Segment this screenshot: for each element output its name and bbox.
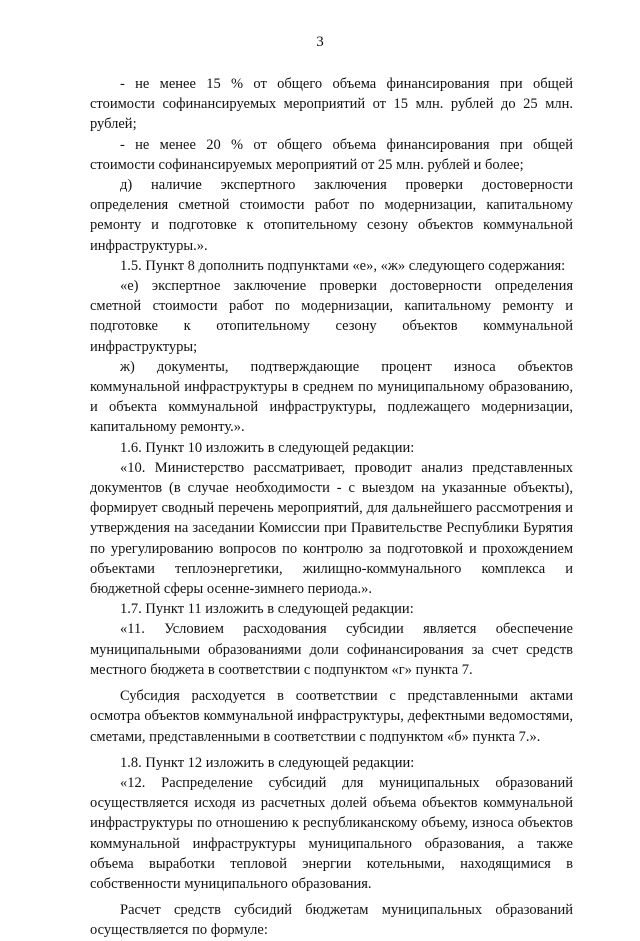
paragraph-min-15-percent: - не менее 15 % от общего объема финансирования при общей стоимости софинансируемых мероприятий от 15 млн. рублей до 25 млн. рублей; xyxy=(90,76,573,133)
paragraph-item-1-7: 1.7. Пункт 11 изложить в следующей редакции: xyxy=(120,601,414,618)
paragraph-item-1-8: 1.8. Пункт 12 изложить в следующей редакции: xyxy=(120,754,415,771)
paragraph-point-11: «11. Условием расходования субсидии является обеспечение муниципальными образованиями доли софинансирования за счет средств местного бюджета в соответствии с подпунктом «г» пункта 7. xyxy=(90,621,573,678)
paragraph-subitem-zh: ж) документы, подтверждающие процент износа объектов коммунальной инфраструктуры в среднем по муниципальному образованию, и объекта коммунальной инфраструктуры, подлежащего модернизации, капитальному ремонту.». xyxy=(90,358,573,436)
page-number: 3 xyxy=(316,34,324,50)
paragraph-subitem-d: д) наличие экспертного заключения проверки достоверности определения сметной стоимости работ по модернизации, капитальному ремонту и подготовке к отопительному сезону объектов коммунальной инфраструктуры.». xyxy=(90,177,573,254)
paragraph-item-1-5: 1.5. Пункт 8 дополнить подпунктами «е», «ж» следующего содержания: xyxy=(120,257,566,274)
paragraph-point-12: «12. Распределение субсидий для муниципальных образований осуществляется исходя из расчетных долей объема объектов коммунальной инфраструктуры по отношению к республиканскому объему, износа объектов коммунальной инфраструктуры муниципального образования, а также объема выработки тепловой энергии котельными, находящимися в собственности муниципального образования. xyxy=(90,774,573,892)
paragraph-formula-intro: Расчет средств субсидий бюджетам муниципальных образований осуществляется по формуле: xyxy=(90,902,573,939)
paragraph-subsidy-spending: Субсидия расходуется в соответствии с представленными актами осмотра объектов коммунальной инфраструктуры, дефектными ведомостями, сметами, представленными в соответствии с подпунктом «б» пункта 7.». xyxy=(90,688,573,745)
paragraph-subitem-e: «е) экспертное заключение проверки достоверности определения сметной стоимости работ по модернизации, капитальному ремонту и подготовке к отопительному сезону объектов коммунальной инфраструктуры; xyxy=(90,278,573,355)
paragraph-item-1-6: 1.6. Пункт 10 изложить в следующей редакции: xyxy=(120,439,415,456)
paragraph-min-20-percent: - не менее 20 % от общего объема финансирования при общей стоимости софинансируемых мероприятий от 25 млн. рублей и более; xyxy=(90,136,573,173)
paragraph-point-10: «10. Министерство рассматривает, проводит анализ представленных документов (в случае необходимости - с выездом на указанные объекты), формирует сводный перечень мероприятий, для дальнейшего рассмотрения и утверждения на заседании Комиссии при Правительстве Республики Бурятия по урегулированию вопросов по контролю за подготовкой и прохождением объектами теплоэнергетики, жилищно-коммунального комплекса и бюджетной сферы осенне-зимнего периода.». xyxy=(90,459,573,598)
document-body xyxy=(90,74,573,941)
